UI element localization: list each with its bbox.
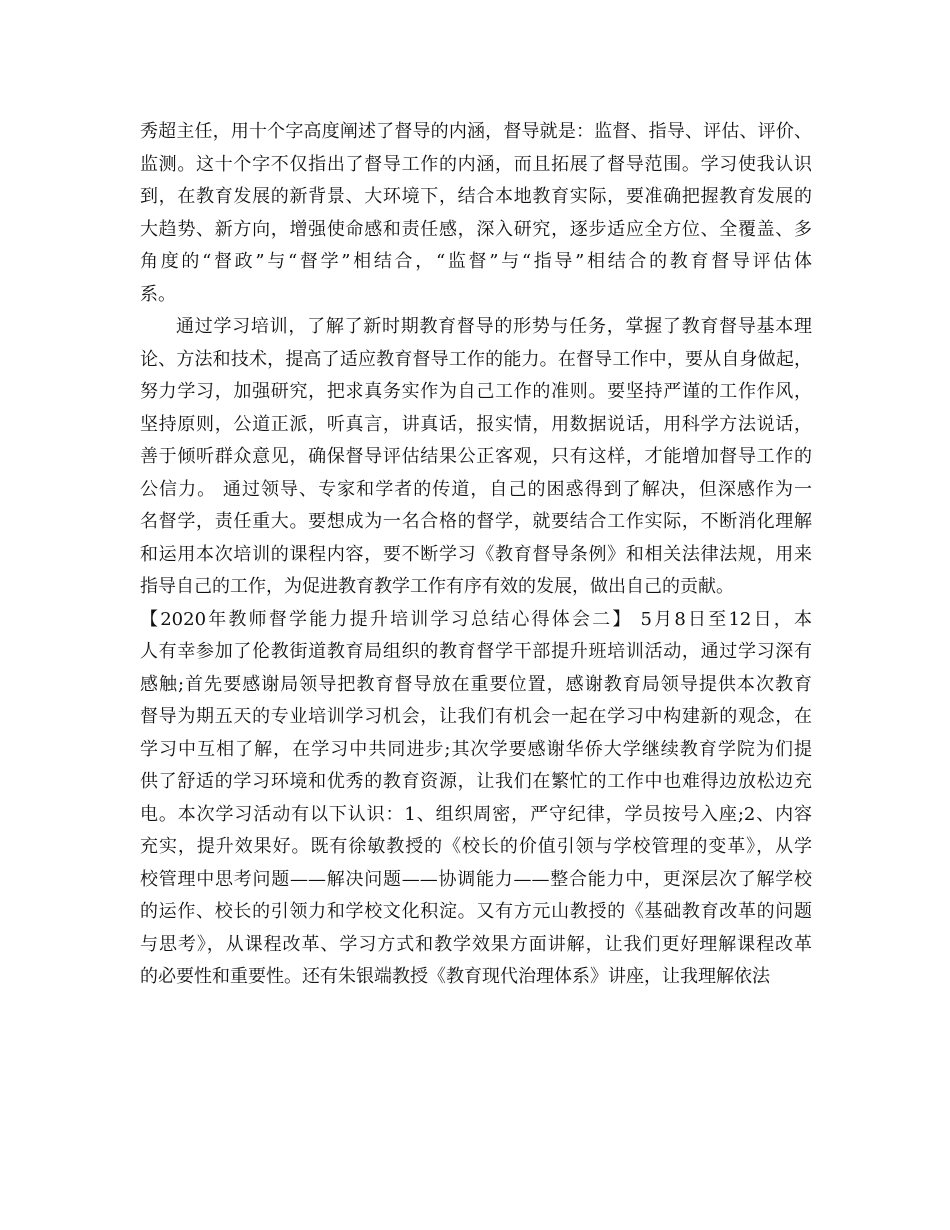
text-line: 感触;首先要感谢局领导把教育督导放在重要位置，感谢教育局领导提供本次教育 <box>140 673 812 695</box>
text-line: 秀超主任，用十个字高度阐述了督导的内涵，督导就是：监督、指导、评估、评价、 <box>140 121 812 142</box>
text-line: 与思考》，从课程改革、学习方式和教学效果方面讲解，让我们更好理解课程改革 <box>140 933 812 955</box>
text-line: 监测。这十个字不仅指出了督导工作的内涵，而且拓展了督导范围。学习使我认识 <box>140 153 812 175</box>
text-line: 善于倾听群众意见，确保督导评估结果公正客观，只有这样，才能增加督导工作的 <box>140 446 812 467</box>
text-line: 【2020年教师督学能力提升培训学习总结心得体会二】 5月8日至12日，本 <box>140 608 812 630</box>
text-line: 指导自己的工作，为促进教育教学工作有序有效的发展，做出自己的贡献。 <box>140 576 734 597</box>
text-line: 的运作、校长的引领力和学校文化积淀。又有方元山教授的《基础教育改革的问题 <box>140 901 812 922</box>
text-line: 坚持原则，公道正派，听真言，讲真话，报实情，用数据说话，用科学方法说话， <box>140 413 812 435</box>
text-line: 论、方法和技术，提高了适应教育督导工作的能力。在督导工作中，要从自身做起， <box>140 348 812 370</box>
text-line: 名督学，责任重大。要想成为一名合格的督学，就要结合工作实际，不断消化理解 <box>140 511 812 532</box>
text-line: 和运用本次培训的课程内容，要不断学习《教育督导条例》和相关法律法规，用来 <box>140 543 812 565</box>
text-line: 系。 <box>140 283 176 305</box>
text-line: 努力学习，加强研究，把求真务实作为自己工作的准则。要坚持严谨的工作作风， <box>140 381 812 402</box>
text-line: 督导为期五天的专业培训学习机会，让我们有机会一起在学习中构建新的观念，在 <box>140 706 812 727</box>
text-line: 供了舒适的学习环境和优秀的教育资源，让我们在繁忙的工作中也难得边放松边充 <box>140 771 812 792</box>
text-line: 学习中互相了解，在学习中共同进步;其次学要感谢华侨大学继续教育学院为们提 <box>140 738 812 760</box>
text-line: 到，在教育发展的新背景、大环境下，结合本地教育实际，要准确把握教育发展的 <box>140 186 812 207</box>
document-page <box>140 116 812 994</box>
text-line: 的必要性和重要性。还有朱银端教授《教育现代治理体系》讲座，让我理解依法 <box>140 966 770 987</box>
text-line: 电。本次学习活动有以下认识：1、组织周密，严守纪律，学员按号入座;2、内容 <box>140 803 812 825</box>
text-line: 大趋势、新方向，增强使命感和责任感，深入研究，逐步适应全方位、全覆盖、多 <box>140 218 812 240</box>
text-line: 校管理中思考问题——解决问题——协调能力——整合能力中，更深层次了解学校 <box>140 868 812 890</box>
text-line: 充实，提升效果好。既有徐敏教授的《校长的价值引领与学校管理的变革》，从学 <box>140 836 812 857</box>
text-line: 公信力。 通过领导、专家和学者的传道，自己的困惑得到了解决，但深感作为一 <box>140 478 812 500</box>
text-line: 角度的“督政”与“督学”相结合，“监督”与“指导”相结合的教育督导评估体 <box>140 251 812 272</box>
text-line: 通过学习培训，了解了新时期教育督导的形势与任务，掌握了教育督导基本理 <box>176 316 812 337</box>
text-line: 人有幸参加了伦教街道教育局组织的教育督学干部提升班培训活动，通过学习深有 <box>140 641 812 662</box>
